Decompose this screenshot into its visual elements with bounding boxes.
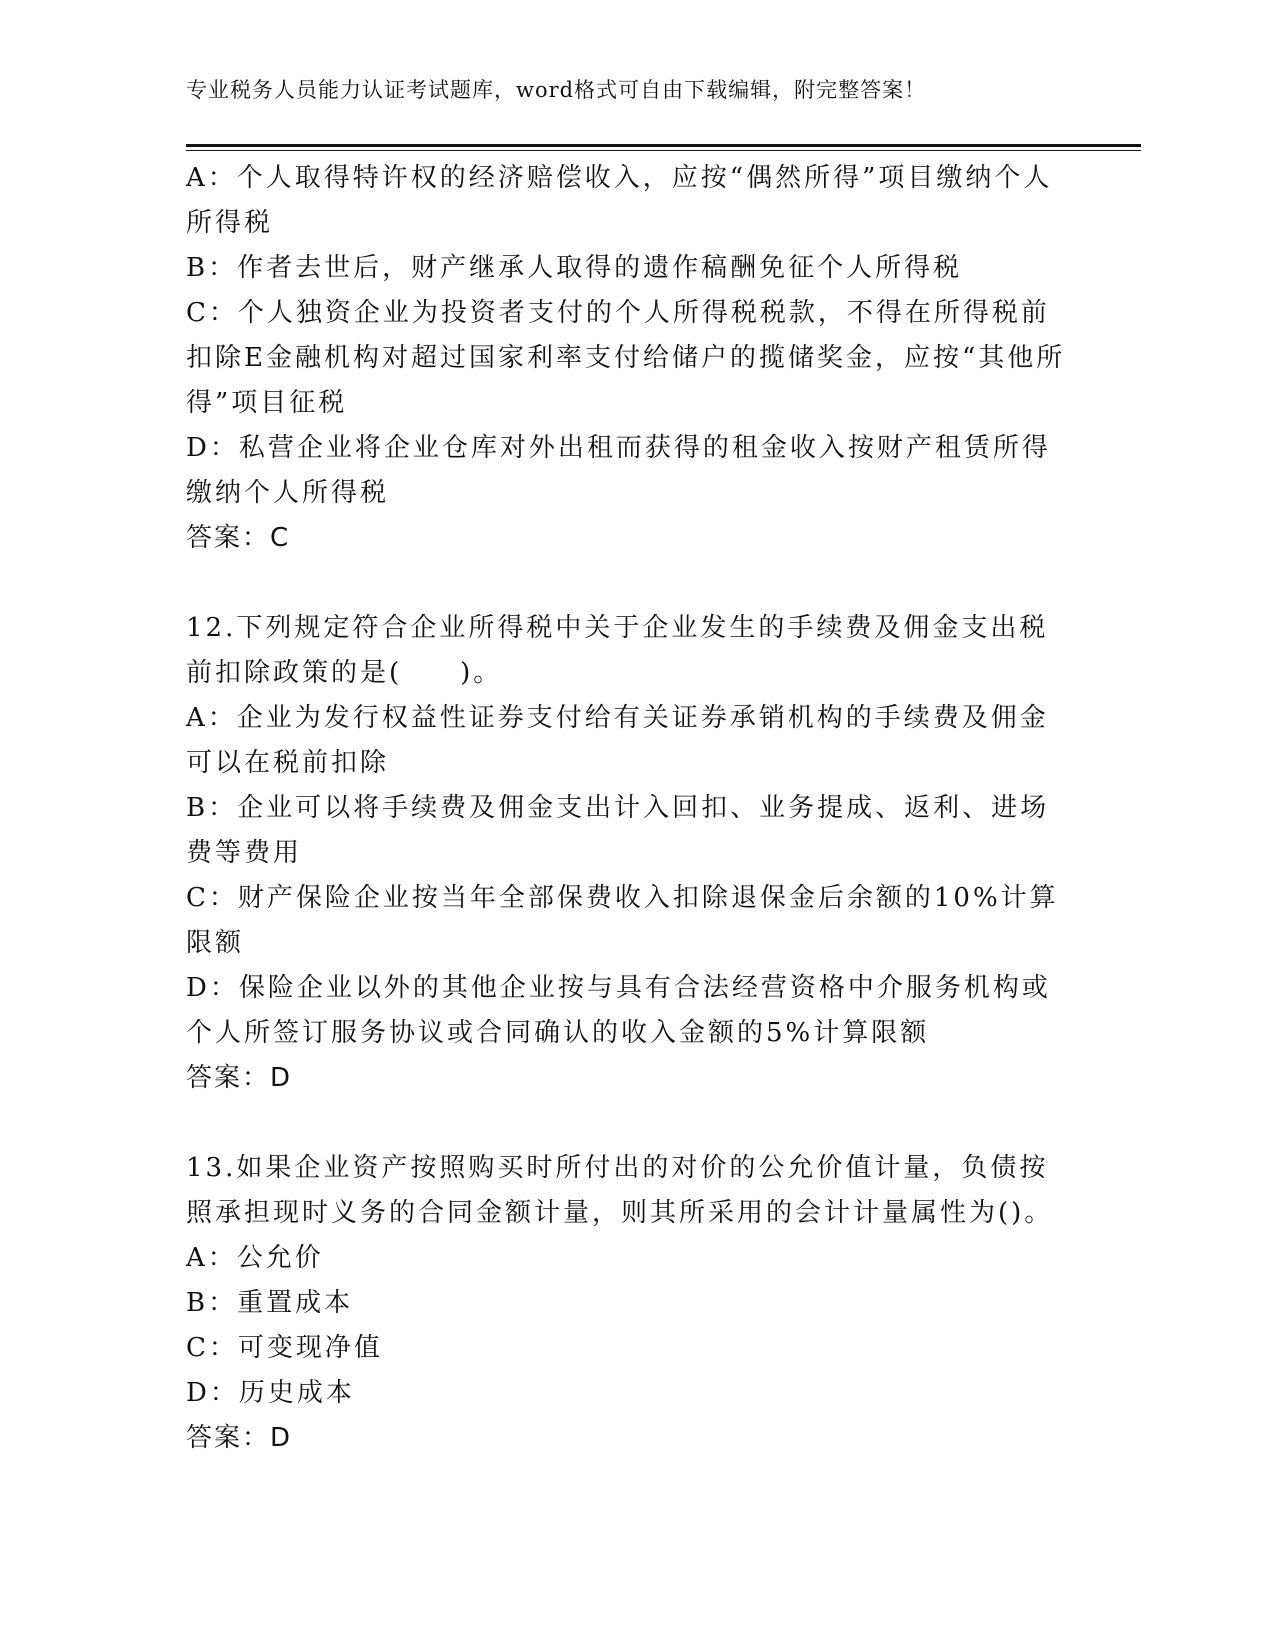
q13-option-b: B：重置成本 (186, 1288, 354, 1318)
q13-option-c: C：可变现净值 (186, 1333, 383, 1363)
q12-option-c: C：财产保险企业按当年全部保费收入扣除退保金后余额的10%计算限额 (186, 883, 1059, 958)
q12-answer: 答案：D (186, 1063, 293, 1093)
q13-option-a: A：公允价 (186, 1243, 324, 1273)
q11-answer: 答案：C (186, 523, 291, 553)
q12-option-d: D：保险企业以外的其他企业按与具有合法经营资格中介服务机构或个人所签订服务协议或合同确认的收入金额的5%计算限额 (186, 973, 1051, 1048)
question-spacing (186, 1101, 1066, 1146)
q12-option-a: A：企业为发行权益性证券支付给有关证券承销机构的手续费及佣金可以在税前扣除 (186, 703, 1049, 778)
question-12 (186, 606, 1066, 1101)
q13-option-d: D：历史成本 (186, 1378, 355, 1408)
q11-option-a: A：个人取得特许权的经济赔偿收入，应按“偶然所得”项目缴纳个人所得税 (186, 163, 1053, 238)
q13-stem: 13.如果企业资产按照购买时所付出的对价的公允价值计量，负债按照承担现时义务的合同金额计量，则其所采用的会计计量属性为()。 (186, 1153, 1054, 1228)
q11-option-c: C：个人独资企业为投资者支付的个人所得税税款，不得在所得税前扣除E金融机构对超过国家利率支付给储户的揽储奖金，应按“其他所得”项目征税 (186, 298, 1066, 418)
q11-option-d: D：私营企业将企业仓库对外出租而获得的租金收入按财产租赁所得缴纳个人所得税 (186, 433, 1051, 508)
question-11 (186, 156, 1066, 561)
header-divider-thick (186, 144, 1141, 147)
header-divider-thin (186, 150, 1141, 151)
question-content (186, 156, 1066, 1461)
q13-answer: 答案：D (186, 1423, 293, 1453)
q12-stem: 12.下列规定符合企业所得税中关于企业发生的手续费及佣金支出税前扣除政策的是( )。 (186, 613, 1049, 688)
document-header: 专业税务人员能力认证考试题库，word格式可自由下载编辑，附完整答案！ (186, 78, 927, 102)
question-spacing (186, 561, 1066, 606)
q11-option-b: B：作者去世后，财产继承人取得的遗作稿酬免征个人所得税 (186, 253, 963, 283)
question-13 (186, 1146, 1066, 1461)
q12-option-b: B：企业可以将手续费及佣金支出计入回扣、业务提成、返利、进场费等费用 (186, 793, 1050, 868)
